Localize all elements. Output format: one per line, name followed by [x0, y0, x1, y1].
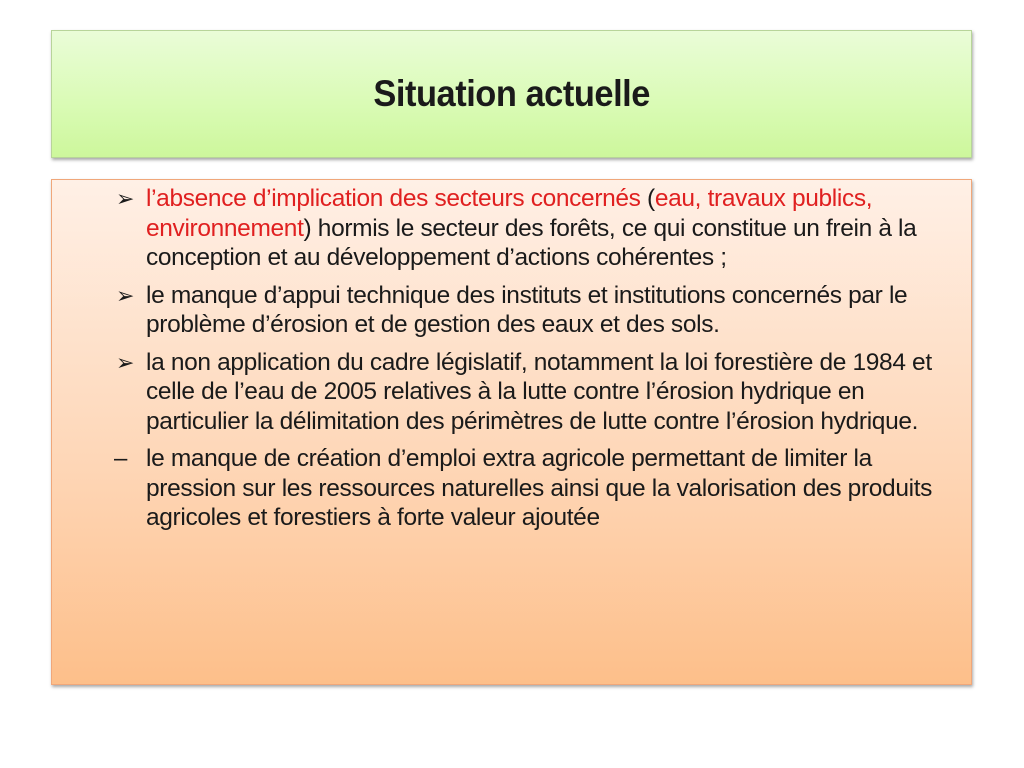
- bullet-2-text: le manque d’appui technique des instituts et institutions concernés par le problème d’érosion et de gestion des eaux et des sols.: [146, 281, 908, 338]
- bullet-1-red-paren: eau, travaux publics, environnement: [146, 185, 873, 242]
- bullet-3-text: la non application du cadre législatif, notamment la loi forestière de 1984 et celle de l’eau de 2005 relatives à la lutte contre l’érosion hydrique en particulier la délimitation des périmètres de lutte contre l’érosion hydrique.: [146, 348, 932, 435]
- bullet-1-red-lead: l’absence d’implication des secteurs concernés: [146, 185, 641, 212]
- bullet-1-paren-open: (: [640, 185, 655, 212]
- bullet-item-2: [52, 281, 971, 340]
- arrow-bullet-icon: ➢: [116, 186, 135, 211]
- bullet-list: [52, 184, 971, 533]
- bullet-item-3: [52, 348, 971, 437]
- slide-title: Situation actuelle: [373, 73, 650, 114]
- dash-bullet-icon: –: [114, 445, 127, 472]
- arrow-bullet-icon: ➢: [116, 282, 135, 308]
- arrow-bullet-icon: ➢: [116, 349, 135, 375]
- bullet-1-rest: ) hormis le secteur des forêts, ce qui constitue un frein à la conception et au développement d’actions cohérentes ;: [146, 214, 917, 271]
- content-placeholder: [51, 179, 972, 685]
- bullet-item-4: [52, 444, 971, 533]
- bullet-4-text: le manque de création d’emploi extra agricole permettant de limiter la pression sur les ressources naturelles ainsi que la valorisation des produits agricoles et forestiers à forte valeur ajoutée: [146, 445, 933, 531]
- title-placeholder: [51, 30, 972, 158]
- bullet-item-1: [52, 184, 971, 273]
